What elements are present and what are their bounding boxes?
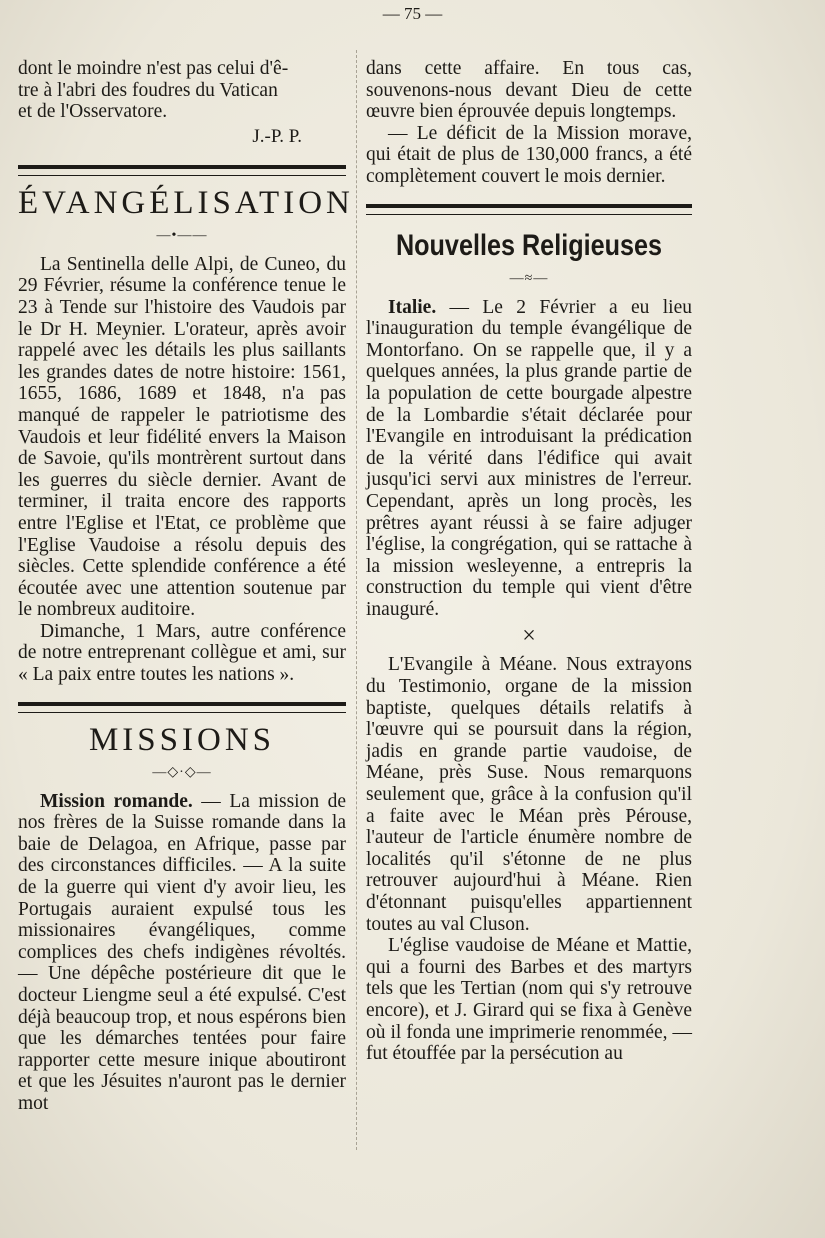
section-rule-thin [18,175,346,176]
nouvelles-ornament: —≈— [509,270,549,286]
missions-ornament: —◇·◇— [152,764,212,780]
author-signature: J.-P. P. [252,125,302,147]
continued-paragraph-right: dans cette affaire. En tous cas, souvenons-nous devant Dieu de cette œuvre bien éprouvée depuis longtemps. [366,58,692,123]
section-rule-thin [366,214,692,215]
section-rule [366,204,692,208]
mission-morave-paragraph: — Le déficit de la Mission morave, qui était de plus de 130,000 francs, a été complètement couvert le mois dernier. [366,122,692,187]
evangelisation-paragraph-1: La Sentinella delle Alpi, de Cuneo, du 29 Février, résume la conférence tenue le 23 à Tende sur l'histoire des Vaudois par le Dr H. Meynier. L'orateur, après avoir rappelé avec les détails les plus saillants les grandes dates de notre histoire: 1561, 1655, 1686, 1689 et 1848, n'a pas manqué de rappeler le patriotisme des Vaudois et leur fidélité envers la Maison de Savoie, qu'ils montrèrent surtout dans les guerres du siècle dernier. Avant de terminer, il traita encore des rapports entre l'Eglise et l'Etat, ce problème que l'Eglise Vaudoise a résolu depuis des siècles. Cette splendide conférence a été écoutée avec une attention soutenue par le nombreux auditoire. [18,253,346,621]
evangelisation-heading: ÉVANGÉLISATION [18,184,354,221]
meane-paragraph: L'Evangile à Méane. Nous extrayons du Testimonio, organe de la mission baptiste, quelques détails relatifs à l'œuvre qui se poursuit dans la région, jadis en grande partie vaudoise, de Méane, près Suse. Nous remarquons seulement que, grâce à la confusion qu'il a faite avec le Méan près Pérouse, l'auteur de l'article énumère nombre de localités qu'il s'étonne de ne plus retrouver aujourd'hui à Méane. Rien d'étonnant puisqu'elles appartiennent toutes au val Cluson. [366,654,692,935]
italie-paragraph [366,297,692,621]
separator-mark: × [522,623,536,650]
right-column [366,58,692,1065]
section-rule [18,702,346,706]
nouvelles-heading: Nouvelles Religieuses [395,228,663,262]
section-rule-thin [18,712,346,713]
evangelisation-paragraph-2: Dimanche, 1 Mars, autre conférence de notre entreprenant collègue et ami, sur « La paix entre toutes les nations ». [18,620,346,686]
missions-paragraph [18,791,346,1115]
eglise-vaudoise-paragraph: L'église vaudoise de Méane et Mattie, qui a fourni des Barbes et des martyrs tels que les Tertian (nom qui s'y retrouve encore), et J. Girard qui se fixa à Genève où il fonda une imprimerie renommée, — fut étouffée par la persécution au [366,935,692,1065]
left-column [18,58,354,1115]
column-divider [356,50,357,1150]
mission-romande-lead: Mission romande. [40,790,193,812]
continued-line-3: et de l'Osservatore. [18,101,168,123]
continued-paragraph [18,58,346,123]
continued-line-1: dont le moindre n'est pas celui d'ê- [18,58,289,79]
continued-line-2: tre à l'abri des foudres du Vatican [18,79,278,101]
italie-lead: Italie. [388,296,437,318]
section-rule [18,165,346,169]
page-number: — 75 — [382,4,443,23]
mission-romande-text: — La mission de nos frères de la Suisse romande dans la baie de Delagoa, en Afrique, passe par des circonstances difficiles. — A la suite de la guerre qui vient d'y avoir lieu, les Portugais auraient expulsé tous les missionaires évangéliques, comme complices des chefs indigènes révoltés. — Une dépêche postérieure dit que le docteur Liengme seul a été expulsé. C'est déjà beaucoup trop, et nous espérons bien que les démarches tentées pour faire rapporter cette mesure inique aboutiront et que les Jésuites n'auront pas le dernier mot [18,790,346,1114]
italie-text: — Le 2 Février a eu lieu l'inauguration du temple évangélique de Montorfano. On se rappelle que, il y a quelques années, la plus grande partie de la population de cette bourgade alpestre de la Lombardie s'était déclarée pour l'Evangile en introduisant la prédication de la vérité dans l'édifice qui avait jusqu'ici servi aux ministres de l'erreur. Cependant, après un long procès, les prêtres ayant réussi à se faire adjuger l'église, la congrégation, qui se rattache à la mission wesleyenne, a entrepris la construction du temple qui vient d'être inauguré. [366,296,692,620]
evangelisation-ornament: —•—— [156,227,208,243]
missions-heading: MISSIONS [88,721,276,758]
